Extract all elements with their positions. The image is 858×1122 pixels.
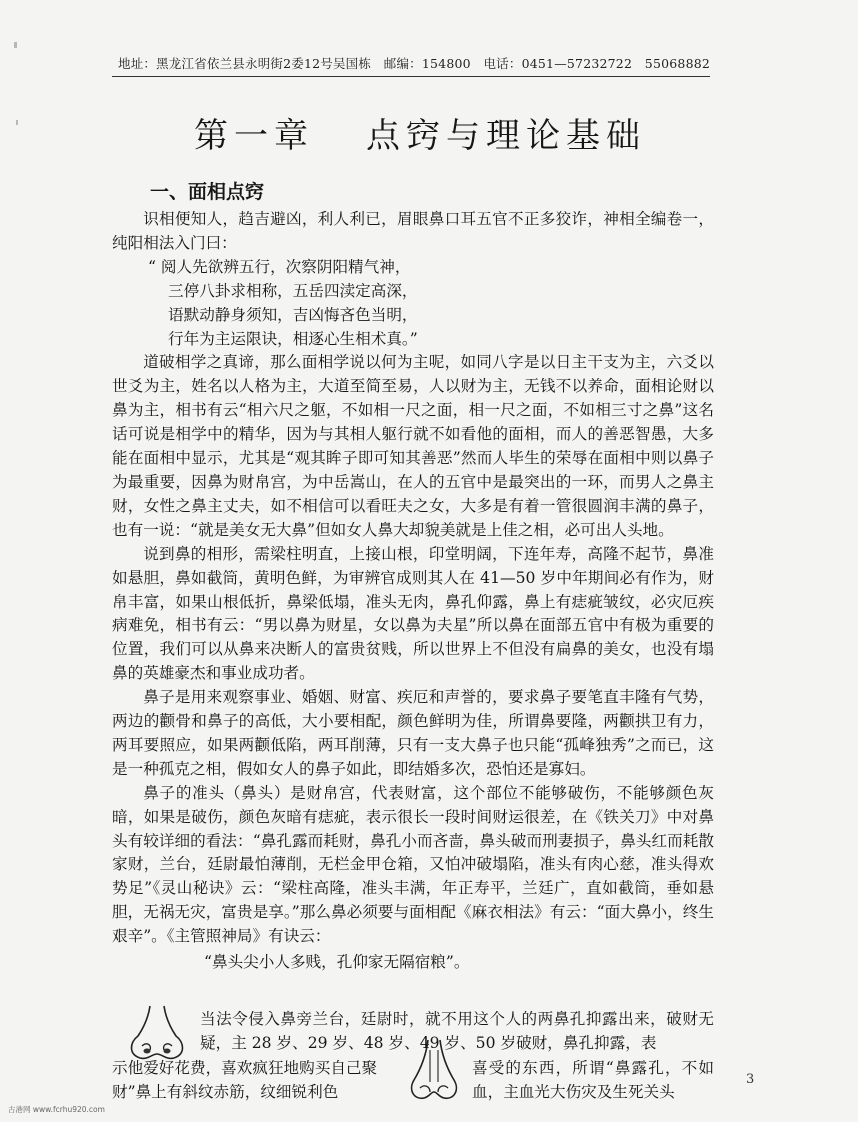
paragraph: 鼻子的准头（鼻头）是财帛宫，代表财富，这个部位不能够破伤，不能够颜色灰暗，如果是破伤，颜色灰暗有痣疵，表示很长一段时间财运很差，在《铁关刀》中对鼻头有较详细的看法：“鼻孔露而耗财，鼻孔小而吝啬，鼻头破而刑妻损子，鼻头红而耗散家财，兰台，廷尉最怕薄削，无栏金甲仓箱，又怕冲破塌陷，准头有肉心慈，准头得欢势足”《灵山秘诀》云：“梁柱高隆，准头丰满，年正寿平，兰廷广，直如截筒，垂如悬胆，无祸无灾，富贵是享。”那么鼻必须要与面相配《麻衣相法》有云：“面大鼻小，终生艰辛”。《主管照神局》有诀云： [112,783,714,946]
poem-line: 语默动静身须知，吉凶悔吝色当明， [168,305,418,324]
quote-line: “鼻头尖小人多贱，孔仰家无隔宿粮”。 [204,953,470,971]
nose-nostril-icon [404,1036,464,1110]
poem-line: 行年为主运限诀，相逐心生相术真。” [168,329,418,348]
paragraph: 识相便知人，趋吉避凶，利人利已，眉眼鼻口耳五官不正多狡诈，神相全编卷一，纯阳相法入门曰： [112,210,714,252]
header-address: 地址：黑龙江省依兰县永明街2委12号吴国栋 邮编：154800 电话：0451—57232722 55068882 [118,56,711,71]
paragraph: 说到鼻的相形，需梁柱明直，上接山根，印堂明阔，下连年寿，高隆不起节，鼻准如悬胆，鼻如截筒，黄明色鲜，为审辨官成则其人在 41—50 岁中年期间必有作为，财帛丰富，如果山根低折，鼻梁低塌，准头无肉，鼻孔仰露，鼻上有痣疵皱纹，必灾厄疾病难免，相书有云：“男以鼻为财星，女以鼻为夫星”所以鼻在面部五官中有极为重要的位置，我们可以从鼻来决断人的富贵贫贱，所以世界上不但没有扁鼻的美女，也没有塌鼻的英雄豪杰和事业成功者。 [112,544,714,683]
paragraph: 当法令侵入鼻旁兰台，廷尉时，就不用这个人的两鼻孔抑露出来，破财无疑，主 28 岁、29 岁、48 岁、49 岁、50 岁破财，鼻孔抑露，表 [200,1010,714,1052]
scan-mark [14,42,17,48]
paragraph: 喜受的东西，所谓“鼻露孔，不如血，主血光大伤灾及生死关头 [472,1059,714,1101]
poem-line: “ 阅人先欲辨五行，次察阴阳精气神， [148,257,411,276]
poem-quote [112,256,714,352]
chapter-number: 第一章 [194,116,314,156]
poem-line: 三停八卦求相称，五岳四渎定高深， [168,281,418,300]
paragraph: 鼻子是用来观察事业、婚姻、财富、疾厄和声誉的，要求鼻子要笔直丰隆有气势，两边的颧骨和鼻子的高低，大小要相配，颜色鲜明为佳，所谓鼻要隆，两颧拱卫有力，两耳要照应，如果两颧低陷，两耳削薄，只有一支大鼻子也只能“孤峰独秀”之而已，这是一种孤克之相，假如女人的鼻子如此，即结婚多次，恐怕还是寡妇。 [112,688,714,778]
scan-mark [16,120,18,125]
chapter-title [160,108,680,157]
watermark: 古港网 www.fcrhu920.com [8,1105,105,1114]
paragraph: 示他爱好花费，喜欢疯狂地购买自己聚财”鼻上有斜纹赤筋，纹细锐利色 [112,1059,378,1101]
header-divider [112,76,710,77]
page-number: 3 [746,1072,755,1087]
chapter-name: 点窍与理论基础 [366,116,646,156]
section-title: 一、面相点窍 [150,181,265,203]
body-text [112,208,714,949]
paragraph: 道破相学之真谛，那么面相学说以何为主呢，如同八字是以日主干支为主，六爻以世爻为主，姓名以人格为主，大道至简至易，人以财为主，无钱不以养命，面相论财以鼻为主，相书有云“相六尺之躯，不如相一尺之面，相一尺之面，不如相三寸之鼻”这名话可说是相学中的精华，因为与其相人躯行就不如看他的面相，而人的善恶智愚，大多能在面相中显示，尤其是“观其眸子即可知其善恶”然而人毕生的荣辱在面相中则以鼻子为最重要，因鼻为财帛宫，为中岳嵩山，在人的五官中是最突出的一环，而男人之鼻主财，女性之鼻主丈夫，如不相信可以看旺夫之女，大多是有着一管很圆润丰满的鼻子，也有一说：“就是美女无大鼻”但如女人鼻大却貌美就是上佳之相，必可出人头地。 [112,353,714,539]
